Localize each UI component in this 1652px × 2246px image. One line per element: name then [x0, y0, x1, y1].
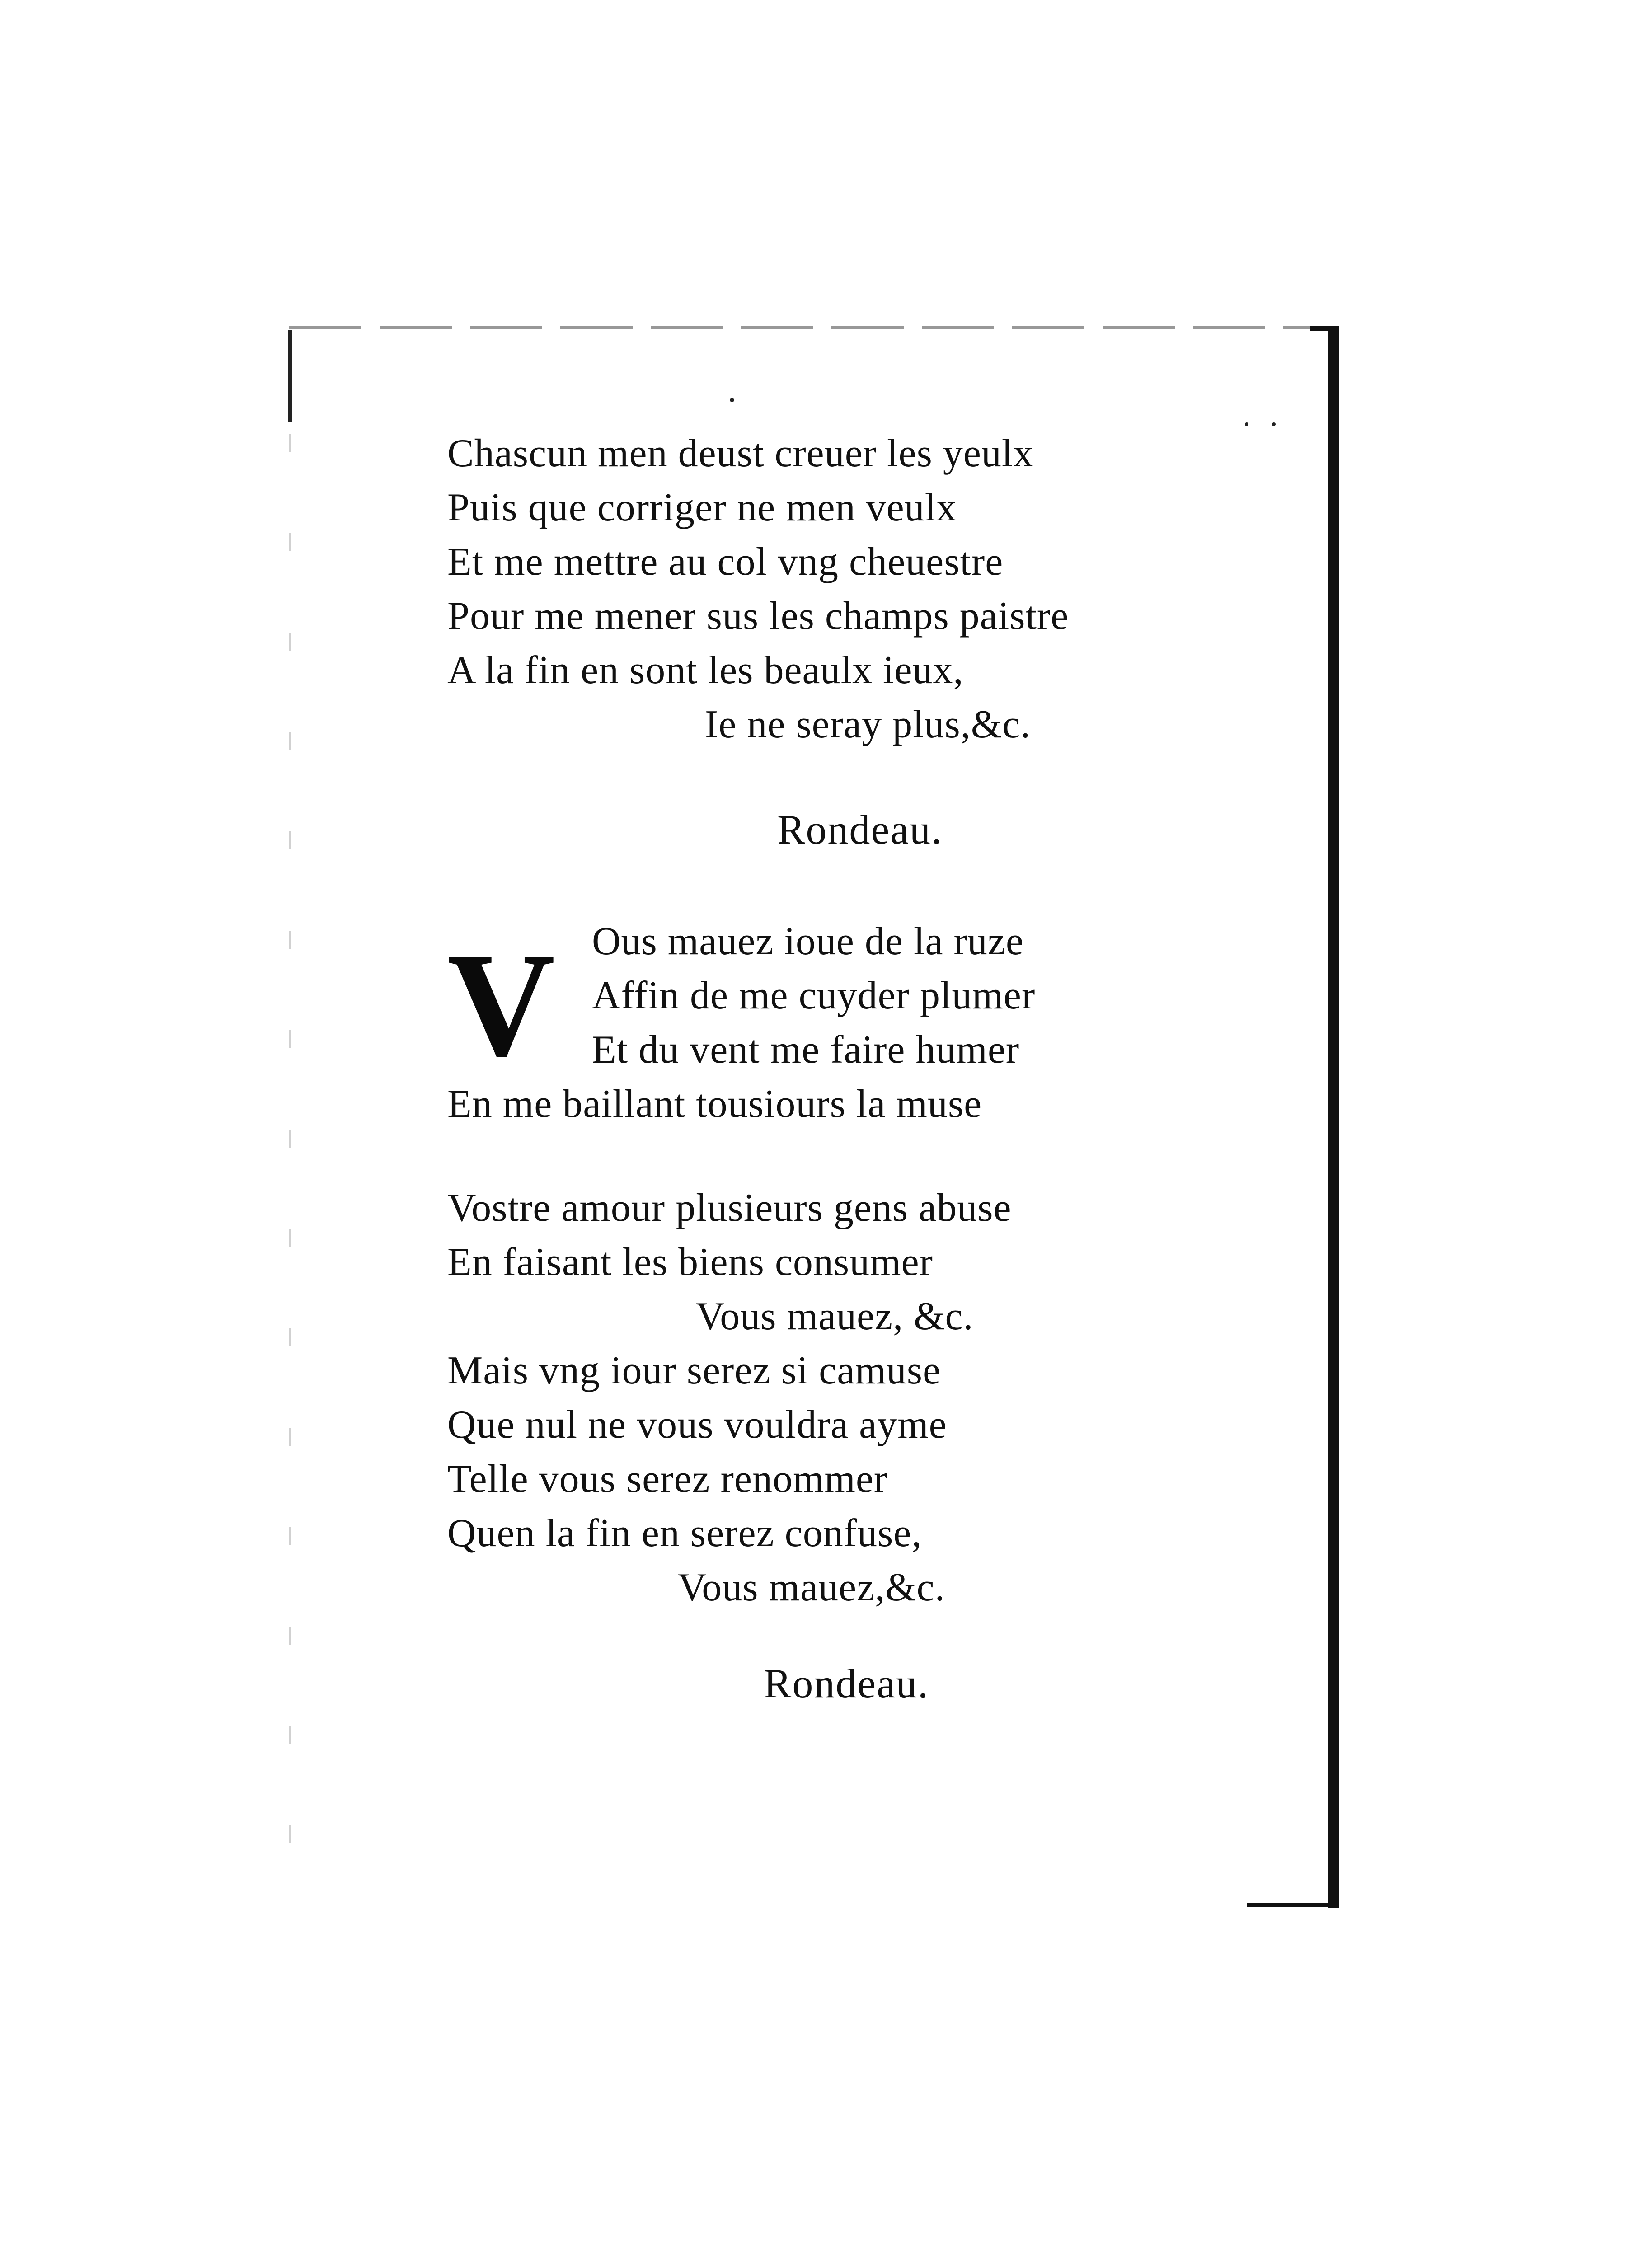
- verse-line: A la fin en sont les beaulx ieux,: [447, 648, 964, 692]
- verse-line: Mais vng iour serez si camuse: [447, 1349, 941, 1393]
- verse-line: Telle vous serez renommer: [447, 1457, 888, 1501]
- verse-line: Ous mauez ioue de la ruze: [592, 919, 1024, 963]
- rondeau-heading: Rondeau.: [777, 806, 943, 853]
- verse-line: Et du vent me faire humer: [592, 1028, 1020, 1072]
- verse-line: Quen la fin en serez confuse,: [447, 1511, 922, 1555]
- verse-line: En faisant les biens consumer: [447, 1240, 933, 1284]
- refrain-line: Vous mauez, &c.: [696, 1294, 974, 1338]
- verse-line: Puis que corriger ne men veulx: [447, 486, 957, 530]
- verse-line: Affin de me cuyder plumer: [592, 974, 1036, 1017]
- refrain-line: Ie ne seray plus,&c.: [705, 703, 1031, 746]
- drop-cap: V: [447, 923, 555, 1088]
- refrain-line: Vous mauez,&c.: [678, 1566, 945, 1609]
- verse-line: Chascun men deust creuer les yeulx: [447, 431, 1034, 475]
- verse-line: En me baillant tousiours la muse: [447, 1082, 982, 1126]
- verse-line: Pour me mener sus les champs paistre: [447, 594, 1069, 638]
- verse-line: Que nul ne vous vouldra ayme: [447, 1403, 947, 1447]
- verse-line: Et me mettre au col vng cheuestre: [447, 540, 1004, 584]
- rondeau-heading: Rondeau.: [764, 1660, 929, 1707]
- verse-line: Vostre amour plusieurs gens abuse: [447, 1186, 1012, 1230]
